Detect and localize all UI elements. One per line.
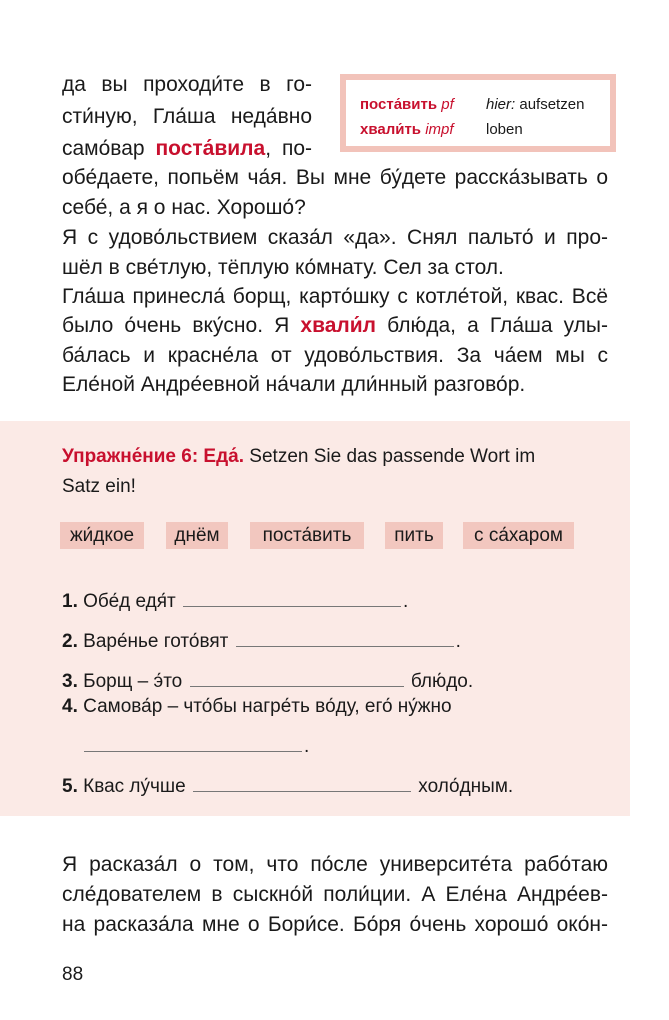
text-line [62, 195, 306, 221]
glossary-translation [486, 96, 584, 113]
text: само́вар [62, 137, 156, 160]
text: Еле́ной Андре́евной на́чали дли́нный разгово́р. [62, 373, 526, 396]
answer-blank[interactable] [190, 672, 404, 687]
exercise-item [62, 776, 513, 798]
text-line [62, 284, 608, 310]
text: блю́да, а Гла́ша улы- [376, 314, 609, 337]
item-text: . [455, 631, 461, 652]
exercise-item-cont [82, 736, 309, 758]
text: ба́лась и красне́ла от удово́льствия. За ча́ем мы с [62, 344, 608, 367]
item-text: Обе́д едя́т [83, 591, 176, 612]
item-number: 5. [62, 776, 78, 797]
item-text: холо́дным. [418, 776, 514, 797]
item-text: Самова́р – что́бы нагре́ть во́ду, его́ ну́жно [83, 696, 452, 717]
item-number: 4. [62, 696, 78, 717]
text-line [62, 255, 504, 281]
text-line [62, 343, 608, 369]
text: да вы проходи́те в го- [62, 73, 312, 96]
glossary-label: hier: [486, 96, 516, 113]
text-line [62, 852, 608, 878]
text: Я с удово́льствием сказа́л «да». Снял пальто́ и про- [62, 226, 608, 249]
item-text: Борщ – э́то [83, 671, 183, 692]
glossary-box [340, 74, 616, 152]
glossary-aspect: pf [441, 96, 454, 113]
word-chip[interactable]: поста́вить [250, 522, 364, 549]
text-line [62, 372, 525, 398]
glossary-aspect: impf [425, 121, 454, 138]
word-chip[interactable]: жи́дкое [60, 522, 144, 549]
item-number: 2. [62, 631, 78, 652]
item-text: блю́до. [410, 671, 474, 692]
text: себе́, а я о нас. Хорошо́? [62, 196, 306, 219]
exercise-heading [62, 446, 535, 468]
glossary-entry [360, 96, 454, 113]
text: было о́чень вку́сно. Я [62, 314, 301, 337]
text: сти́ную, Гла́ша неда́вно [62, 105, 312, 128]
exercise-item [62, 591, 408, 613]
text-line [62, 225, 608, 251]
highlighted-word: хвали́л [300, 314, 377, 337]
text-line [62, 313, 608, 339]
text-line [62, 165, 608, 191]
glossary-entry [360, 121, 454, 138]
item-text: Варе́нье гото́вят [83, 631, 229, 652]
text-line [62, 912, 608, 938]
translation-text: loben [486, 121, 523, 138]
word-chip[interactable]: днём [166, 522, 228, 549]
text: шёл в све́тлую, тёплую ко́мнату. Сел за стол. [62, 256, 504, 279]
text-line [62, 104, 312, 130]
text-line [62, 72, 312, 98]
text-line [62, 882, 608, 908]
answer-blank[interactable] [183, 592, 401, 607]
item-text: . [403, 591, 409, 612]
text: на расказа́ла мне о Бори́се. Бо́ря о́чень хорошо́ око́н- [62, 913, 608, 936]
exercise-item [62, 671, 473, 693]
item-number: 3. [62, 671, 78, 692]
translation-text: aufsetzen [519, 96, 585, 113]
text: сле́дователем в сыскно́й поли́ции. А Еле́на Андре́ев- [62, 883, 608, 906]
page-number: 88 [62, 964, 84, 985]
answer-blank[interactable] [193, 777, 411, 792]
glossary-word: поста́вить [360, 96, 438, 113]
glossary-word: хвали́ть [360, 121, 422, 138]
exercise-instruction: Setzen Sie das passende Wort im [249, 446, 536, 467]
answer-blank[interactable] [84, 737, 302, 752]
exercise-item [62, 696, 452, 718]
text: Я расказа́л о том, что по́сле университе́та рабо́таю [62, 853, 608, 876]
glossary-translation [486, 121, 523, 138]
exercise-title: Упражне́ние 6: Еда́. [62, 446, 245, 467]
answer-blank[interactable] [236, 632, 454, 647]
word-chip[interactable]: с са́харом [463, 522, 574, 549]
highlighted-word: поста́вила [155, 137, 266, 160]
exercise-instruction-cont: Satz ein! [62, 476, 136, 497]
exercise-item [62, 631, 461, 653]
item-text: Квас лу́чше [83, 776, 186, 797]
word-chip[interactable]: пить [385, 522, 443, 549]
item-text: . [304, 736, 310, 757]
text: , по- [265, 137, 312, 160]
text: обе́даете, попьём ча́я. Вы мне бу́дете расска́зывать о [62, 166, 608, 189]
text: Гла́ша принесла́ борщ, карто́шку с котле́той, квас. Всё [62, 285, 608, 308]
item-number: 1. [62, 591, 78, 612]
text-line [62, 136, 312, 162]
